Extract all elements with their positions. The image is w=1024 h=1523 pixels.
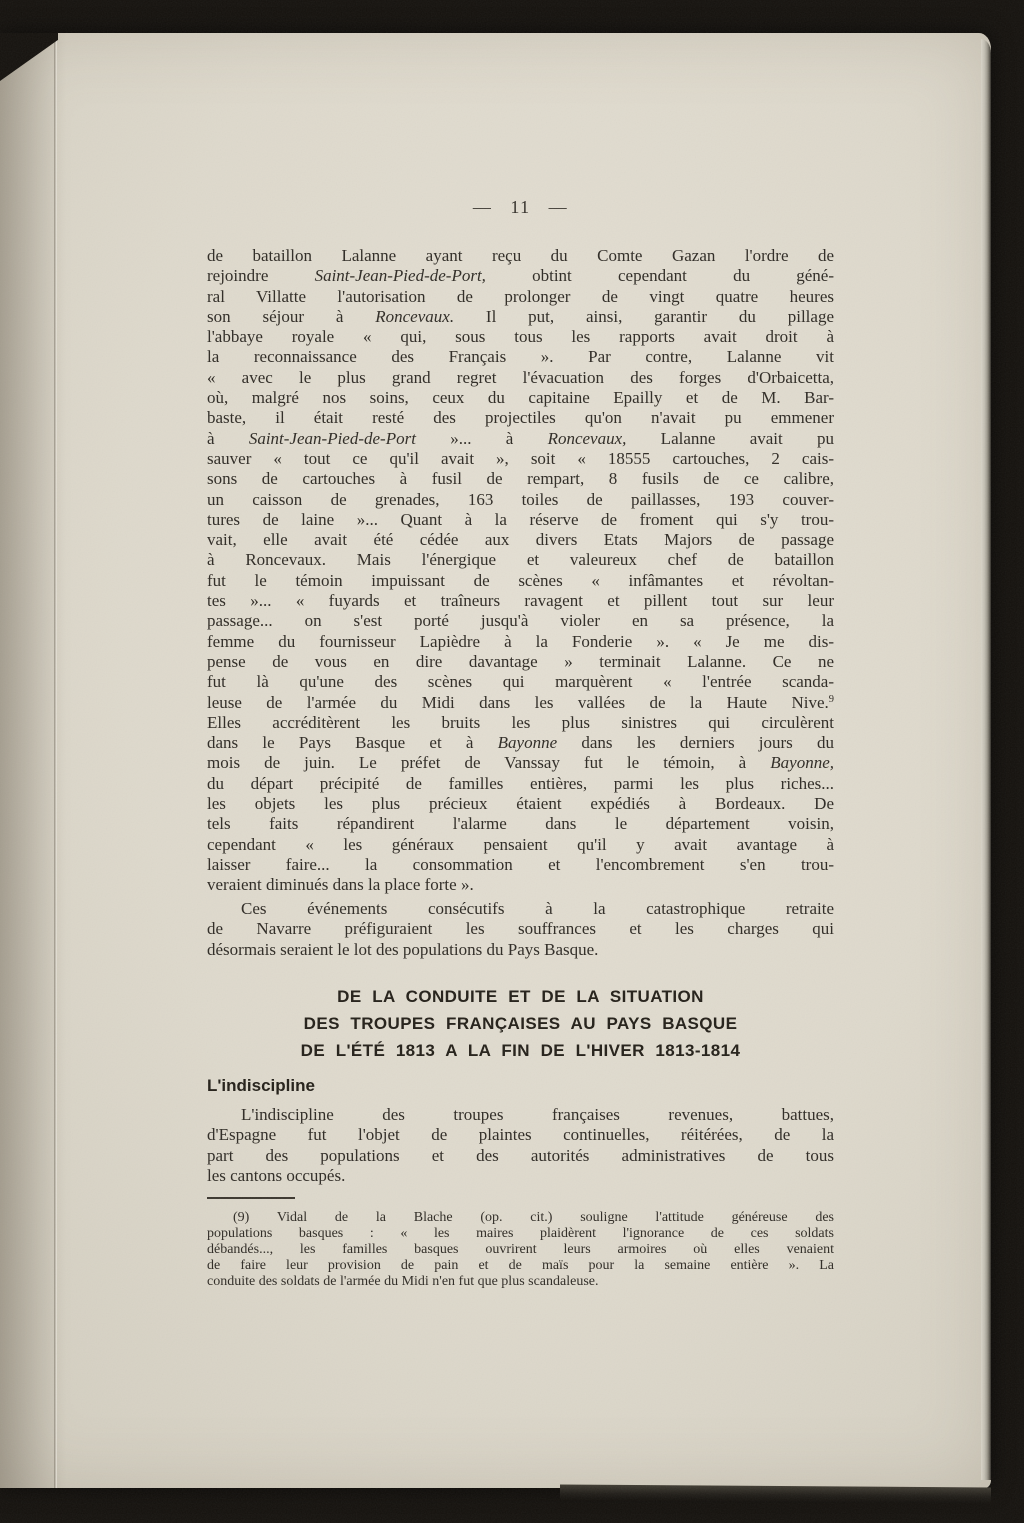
text-line: désormais seraient le lot des populations du Pays Basque. (207, 939, 599, 959)
text-line: « avec le plus grand regret l'évacuation des forges d'Orbaicetta, (207, 367, 834, 387)
body-paragraph-3 (207, 1105, 834, 1186)
text-line: baste, il était resté des projectiles qu'on n'avait pu emmener (207, 408, 834, 428)
subheading-indiscipline: L'indiscipline (207, 1076, 315, 1095)
text-line: DE L'ÉTÉ 1813 A LA FIN DE L'HIVER 1813-1814 (300, 1041, 741, 1060)
page-number: — 11 — (472, 197, 569, 217)
text-line: rejoindre Saint-Jean-Pied-de-Port, obtint cependant du géné- (207, 266, 835, 286)
body-paragraph-2 (207, 899, 834, 960)
text-line: les objets les plus précieux étaient expédiés à Bordeaux. De (207, 794, 834, 814)
text-line: sauver « tout ce qu'il avait », soit « 18555 cartouches, 2 cais- (207, 448, 834, 468)
text-line: Elles accréditèrent les bruits les plus sinistres qui circulèrent (207, 712, 834, 732)
text-line: populations basques : « les maires plaidèrent l'ignorance de ces soldats (207, 1225, 834, 1241)
text-line: dans le Pays Basque et à Bayonne dans les derniers jours du (207, 733, 834, 753)
page-stack-edge (981, 39, 991, 1480)
text-line: à Saint-Jean-Pied-de-Port »... à Roncevaux, Lalanne avait pu (207, 428, 835, 448)
text-line: un caisson de grenades, 163 toiles de paillasses, 193 couver- (207, 489, 834, 509)
text-line: L'indiscipline des troupes françaises revenues, battues, (241, 1105, 834, 1124)
gutter-shadow (0, 33, 78, 1488)
text-line: de Navarre préfiguraient les souffrances et les charges qui (207, 919, 834, 939)
text-line: femme du fournisseur Lapièdre à la Fonderie ». « Je me dis- (207, 631, 834, 651)
text-line: tels faits répandirent l'alarme dans le département voisin, (207, 814, 834, 834)
text-line: débandés..., les familles basques ouvrirent leurs armoires où elles venaient (207, 1241, 834, 1257)
text-line: mois de juin. Le préfet de Vanssay fut le témoin, à Bayonne, (207, 753, 834, 773)
text-line: les cantons occupés. (207, 1165, 346, 1185)
text-line: leuse de l'armée du Midi dans les vallées de la Haute Nive.$^9$ (207, 692, 834, 712)
text-line: de faire leur provision de pain et de maïs pour la semaine entière ». La (207, 1257, 834, 1273)
text-line: fut là qu'une des scènes qui marquèrent « l'entrée scanda- (207, 672, 834, 692)
text-line: fut le témoin impuissant de scènes « infâmantes et révoltan- (207, 570, 834, 590)
binding-crease (54, 33, 57, 1488)
text-line: conduite des soldats de l'armée du Midi n'en fut que plus scandaleuse. (207, 1273, 599, 1289)
text-line: tures de laine »... Quant à la réserve de froment qui s'y trou- (207, 509, 834, 529)
text-line: DE LA CONDUITE ET DE LA SITUATION (337, 987, 704, 1006)
text-line: du départ précipité de familles entières, parmi les plus riches... (207, 773, 834, 793)
text-line: Ces événements consécutifs à la catastrophique retraite (241, 899, 834, 918)
footnote-rule (207, 1197, 295, 1199)
section-heading (207, 983, 834, 1064)
text-line: d'Espagne fut l'objet de plaintes continuelles, réitérées, de la (207, 1125, 834, 1145)
text-line: de bataillon Lalanne ayant reçu du Comte Gazan l'ordre de (207, 246, 834, 265)
book-block-edge (560, 1484, 991, 1503)
text-line: passage... on s'est porté jusqu'à violer en sa présence, la (207, 611, 834, 631)
text-line: où, malgré nos soins, ceux du capitaine Epailly et de M. Bar- (207, 388, 834, 408)
text-line: pense de vous en dire davantage » terminait Lalanne. Ce ne (207, 651, 834, 671)
text-line: la reconnaissance des Français ». Par contre, Lalanne vit (207, 347, 834, 367)
text-line: vait, elle avait été cédée aux divers Etats Majors de passage (207, 530, 834, 550)
text-line: laisser faire... la consommation et l'encombrement s'en trou- (207, 854, 834, 874)
text-line: tes »... « fuyards et traîneurs ravagent et pillent tout sur leur (207, 591, 834, 611)
text-line: DES TROUPES FRANÇAISES AU PAYS BASQUE (303, 1014, 738, 1033)
text-line: sons de cartouches à fusil de rempart, 8 fusils de ce calibre, (207, 469, 834, 489)
text-line: à Roncevaux. Mais l'énergique et valeureux chef de bataillon (207, 550, 834, 570)
text-line: l'abbaye royale « qui, sous tous les rapports avait droit à (207, 327, 834, 347)
text-line: son séjour à Roncevaux. Il put, ainsi, garantir du pillage (207, 306, 834, 326)
text-line: veraient diminués dans la place forte ». (207, 875, 474, 895)
text-line: ral Villatte l'autorisation de prolonger de vingt quatre heures (207, 286, 834, 306)
text-line: part des populations et des autorités administratives de tous (207, 1145, 834, 1165)
text-line: cependant « les généraux pensaient qu'il y avait avantage à (207, 834, 834, 854)
body-paragraph-1 (207, 246, 834, 896)
footnote (207, 1210, 834, 1290)
text-line: (9) Vidal de la Blache (op. cit.) souligne l'attitude généreuse des (233, 1210, 834, 1225)
